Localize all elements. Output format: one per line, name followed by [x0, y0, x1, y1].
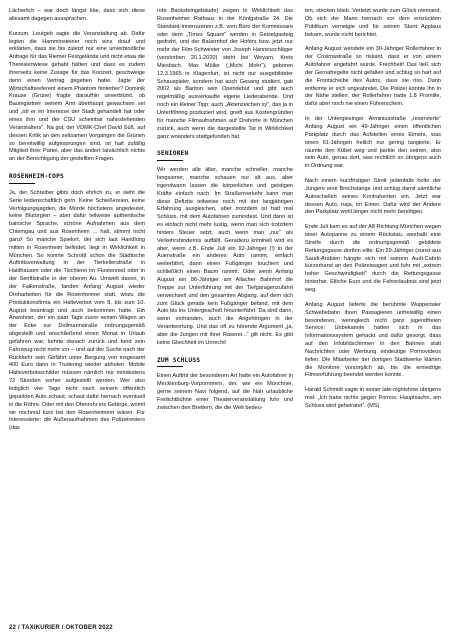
section-heading-zum-schluss [157, 357, 293, 368]
paragraph: Ende Juli kam es auf der A8 Richtung München wegen einer Autopanne zu einem Rückstau, weshalb eine Streife durch die ordnungsgemäß gebildete Rettungsgasse dorthin eilte. Ein 29-Jähriger (sunst aus Saudi-Arabien hängte sich mit seinem Audi-Cabrio kurzerhand an den Polizeiwagen und fuhr mit „extrem hoher Geschwindigkeit“ durch die Rettungsgasse hinterher. Etliche Euro und die Fahrerlaubnis sind jetzt weg. [305, 224, 441, 293]
column-right [305, 8, 441, 411]
heading-text: SENIOREN [157, 150, 189, 158]
heading-underline [157, 160, 183, 161]
paragraph: Harald Schmidt sagte in seiner late-nightshow übrigens mal: „Ich habe nichts gegen Pornos. Hauptsache, am Schluss wird geheiratet“. (MS) [305, 387, 441, 409]
paragraph: Wir werden alle älter, manche schneller, manche langsamer, manche schauen nur alt aus, aber irgendwann lassen die körperlichen und geistigen Kräfte einfach nach. Im Straßenverkehr kann man diese Defizite teilweise noch mit der langjährigen Erfahrung ausgleichen, aber trotzdem ist halt mal Schluss, mit dem Autofahren zumindest. Und dann ist es einfach nicht mehr lustig, wenn man sich trotzdem hinters Steuer setzt, auch wenn man „nur“ als Verkehrshindernis auffällt. Geradezu kriminell wird es aber, wenn z.B. Ende Juli ein 92-Jähriger (!) in der Auenstraße ein anderes Auto rammt, einfach weiterfährt, dann einen Fußgänger touchiert und schließlich einen Baum rammt. Oder wenn Anfang August ein 86-Jähriger am Allacher Bahnhof die Treppe zur Unterführung mit der Tiefgaragenzufahrt verwechselt und den gesamten Abgang, auf dem sich zum Glück gerade kein Fußgänger befand, mit dem Auto bis ins Untergeschoß hinunterfährt. Da sind dann, wenn vorhanden, auch die Angehörigen in der Verantwortung. Und das oft zu hörende Argument „ja, aber die Jungen mit ihrer Raserei...“ gilt nicht. Es gibt keine Gleichheit im Unrecht! [157, 167, 293, 346]
section-heading-rosenheim-cops [9, 173, 145, 184]
paragraph: rote Backsteingebäude) zeigen in Wirklichkeit das Rosenheimer Rathaus in der Königstraße 24. Die Standard-Innenszenen z.B. vom Büro der Kommissare oder dem „Times Square“ werden in Geiselgasteig gedreht, und der Bauernhof der Hofers bzw. jetzt nur mehr der Film-Schwester von Joseph Hannesschläger (verstorben 20.1.2020) steht bei Weyarn, Kreis Miesbach. Max Müller („Michi Mohr“), geboren 12.3.1965 in Klagenfurt, ist nicht nur ausgebildeter Schauspieler, sondern hat auch Gesang studiert, gab 2002 als Bariton sein Opendebüt und gibt auch regelmäßig ausverkaufte eigene Liederabende. Und noch ein kleiner Tipp: auch „Aktenzeichen xy“, das ja in Unterföhring produziert wird, greift aus Kostengründen für manche Filmaufnahmen auf Drehorte in München zurück, auch wenn die dargestellte Tat in Wirklichkeit ganz woanders stattgefunden hat. [157, 8, 293, 140]
column-left [9, 8, 145, 433]
paragraph: In der Untergiesinger Arminiusstraße „reservierte“ Anfang August ein 49-Jähriger einen öffentlichen Parkplatz durch das Aufstellen eines Eimers, was einen 61-Jährigen freilich nur gering tangierte. Er räumte den Kübel weg und parkte den seinen, also sein Auto, genau dort, was rechtlich so übrigens auch in Ordnung war. [305, 116, 441, 170]
paragraph: Einen Auftritt der besonderen Art hatte ein Autofahrer in Mecklenburg-Vorpommern, der, wie ein Münchner, gerne seinem Navi folgend, auf die Nah urlaubliche Freilichtbühne einer Theaterveranstaltung fuhr und zwischen den Brettern, die die Welt bedeu- [157, 373, 293, 411]
paragraph: Anfang August wendete ein 30-Jähriger Rollerfahrer in der Cosimastraße so riskant, dass er von einem Autofahrer angefahrt wurde. Frechheit! Das ließ sich der Geroafregelte nicht gefallen und schlug so hart auf die Frontscheibe des Autos, dass sie riss. Dann entfernte er sich ungeahndet. Die Polizei konnte ihn in der Nähe stellen: der Rollerfahrer hatte 1,8 Promille, dafür aber noch nie einen Führerschein. [305, 46, 441, 108]
heading-underline [157, 366, 183, 367]
page-footer: 22 / TAXIKURIER / OKTOBER 2022 [9, 625, 113, 631]
section-heading-senioren [157, 150, 293, 161]
column-middle [157, 8, 293, 413]
paragraph: Kurzum. Leutgeb sagte die Veranstaltung ab. Dafür legten die Hamminsteiner noch eins drauf und erklärten, dass sie bis zuletzt nur eine unverbindliche Anfrage für das Riemer Festgelände und nicht etwa die Theresienwiese gehabt hätten und dass es zudem ihrerseits keine Zusage für das Konzert, geschweige denn einen Vertrag gegeben habe. Jagte der Wirtschaftsreferent einem Phantom hinterher? Dominik Krause (Grüne) fragte daraufhin unverblümt, ob Baumgärtner seinem Amt überhaupt gewachsen sei und „ob er im Interesse der Stadt gehandelt hat oder eines ihm und der CSU scheinbar nahestehenden Veranstalters“. Na gut, der VDMK-Chef David Süß, auf dessen Kritik an den seltsamen Vorgängen die Grünen so bereitwillig aufgesprungen sind, ist halt zufällig Mitglied ihrer Partei, aber das ändert tatsächlich nichts an der Berechtigung der gestellten Fragen. [9, 30, 145, 163]
heading-text: ROSENHEIM-COPS [9, 173, 64, 181]
paragraph: Nach einem kurzfristigen Streit jedenfalls holte der Jüngere eine Brechstange und schlug damit sämtliche Autoschellen seines Kontrahenten ein. Jetzt war dessen Auto, naja, im Eimer. Dafür wird der Andere den Parkplatz wohl länger nicht mehr benötigen. [305, 178, 441, 216]
heading-underline [9, 183, 35, 184]
heading-text: ZUM SCHLUSS [157, 356, 201, 364]
paragraph: ten, stecken blieb. Verletzt wurde zum Glück niemand. Ob sich der Mann hernach vor dem entzückten Publikum verneigte und für seinen Stunt Applaus bekam, wurde nicht berichtet. [305, 8, 441, 38]
paragraph: Lächerlich – war doch längst klar, dass sich diese allesamt dagegen aussprachen. [9, 8, 145, 22]
paragraph: Ja, der Schreiber gibts doch ehrlich zu, er sieht die Serie leidenschaftlich gern. Keine Schießereien, keine Verfolgungsjagden, die Morde höchstens angedeutet, keine Blutorgien – aber dafür teilweise authentische bairische Sprache, schöne Aufnahmen aus dem Chiemgau und aus Rosenheim ... halt, stimmt nicht ganz! So manche Spielort, der sich laut Handlung mitten in Rosenheim befindet, liegt in Wirklichkeit in München. So konnte Schrottl schon die Städtische Auftrittsverwaltung in der Tierkellerstraße in Haidhausen oder die Tischlerei im Fürstenried oder in der Senftlstraße in der oberen Au. Umwelt davon, in der Falkenstraße, fanden Anfang August wieder Dreharbeiten für die Rosenheimer statt, wozu die Produktionsfirma ein Halteverbot vom 8. bis zum 10. August beantragt und auch bekommen hatte. Ein Anwohner, der ein paar Tage zuvor seinen Wagen an der Ecke zur Dollmannstraße ordnungsgemäß abgestellt und anschließend einen Monat in Urlaub gefahren war, kehrte danach zurück und fand sein Fahrzeug nicht mehr vor – und auf der Suche nach der Rückkehr sein Gefährt unter Bergung von insgesamt 400 Euro dann in Trudering wieder abholen. Mobile Halteverbotsschilder müssen nämlich nur mindestens 72 Stunden vorher aufgestellt werden. Wer also lediglich vier Tage nicht nach seinem öffentlich geparkten Auto schaut, schaut dafür hernach eventuell in die Röhre. Oder mit den Ofenrohr ins Gebirge, womit wir nochmal kurz bei den Rosenheimern wären. Für Interessierte: die Außenaufnahmen des Polizeireviers (das [9, 189, 145, 432]
paragraph: Anfang August lieferte die berühmte Wuppertaler Schwebebahn ihren Passagieren unfreiwillig einen besonderen, wenngleich nicht ganz jugendfreien Service: Unbekannte hatten sich in das Informationssystem gehackt und dafür gesorgt, dass auf den Infobildschirmen in den Bahnen statt Nachrichten oder Werbung eindeutige Pornovideos liefen. Die Mitarbeiter der dortigen Stadtwerke klärten die Monitore vorsorglich ab, bis die erniedrige Filmvorführung beendet werden konnte. [305, 301, 441, 379]
